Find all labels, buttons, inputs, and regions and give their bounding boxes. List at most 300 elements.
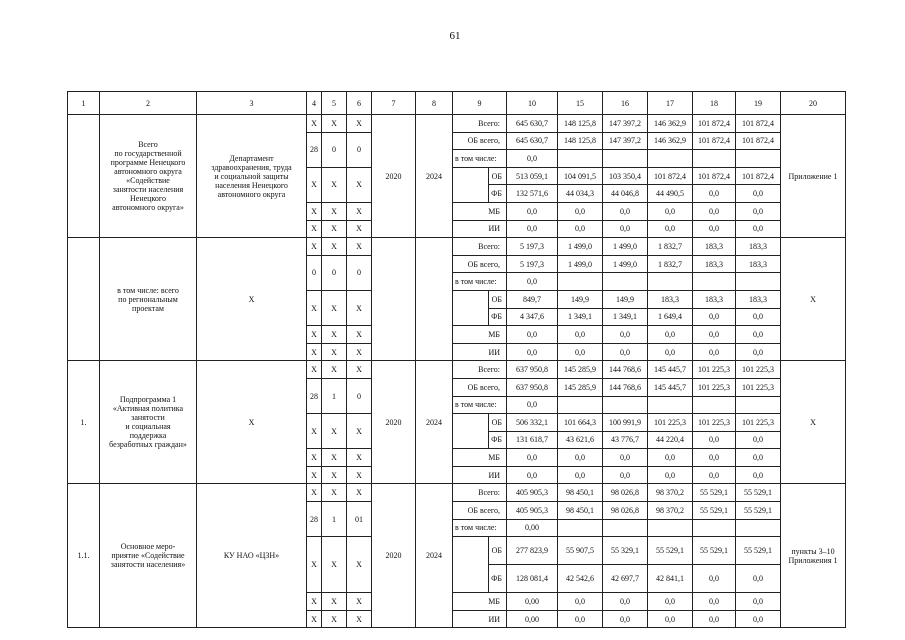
- value-cell: 183,3: [693, 238, 736, 256]
- value-cell: 0,0: [507, 150, 558, 168]
- value-cell: 0,0: [558, 593, 603, 611]
- value-cell: 183,3: [693, 255, 736, 273]
- value-cell: 0,0: [648, 220, 693, 238]
- code-cell: 28: [307, 502, 322, 537]
- value-cell: 98 026,8: [603, 484, 648, 502]
- value-cell: 0,0: [693, 610, 736, 628]
- funding-label: МБ: [453, 202, 507, 220]
- code-cell: X: [322, 537, 347, 593]
- end-year: 2024: [416, 115, 453, 238]
- value-cell: 645 630,7: [507, 115, 558, 133]
- value-cell: 100 991,9: [603, 414, 648, 432]
- code-cell: X: [347, 484, 372, 502]
- code-cell: 0: [347, 255, 372, 290]
- start-year: [372, 238, 416, 361]
- funding-label: в том числе:: [453, 519, 507, 537]
- value-cell: 1 499,0: [603, 255, 648, 273]
- value-cell: 42 697,7: [603, 565, 648, 593]
- code-cell: 0: [347, 378, 372, 413]
- code-cell: X: [347, 449, 372, 467]
- value-cell: 4 347,6: [507, 308, 558, 326]
- funding-label: ФБ: [489, 185, 507, 203]
- value-cell: 277 823,9: [507, 537, 558, 565]
- funding-label: ФБ: [489, 308, 507, 326]
- code-cell: X: [347, 115, 372, 133]
- code-cell: X: [307, 414, 322, 449]
- row-number: 1.: [68, 361, 100, 484]
- code-cell: X: [322, 593, 347, 611]
- value-cell: 183,3: [693, 290, 736, 308]
- note-cell: Приложение 1: [781, 115, 846, 238]
- end-year: 2024: [416, 484, 453, 628]
- start-year: 2020: [372, 115, 416, 238]
- start-year: 2020: [372, 361, 416, 484]
- row-title: Всего по государственной программе Ненецкого автономного округа «Содействие занятости населения Ненецкого автономного округа»: [100, 115, 197, 238]
- code-cell: X: [322, 220, 347, 238]
- code-cell: X: [347, 593, 372, 611]
- value-cell: 55 529,1: [693, 502, 736, 520]
- funding-label: МБ: [453, 449, 507, 467]
- value-cell: 0,0: [693, 308, 736, 326]
- value-cell: 0,0: [603, 202, 648, 220]
- value-cell: 101 225,3: [693, 414, 736, 432]
- value-cell: 146 362,9: [648, 115, 693, 133]
- value-cell: 0,0: [648, 202, 693, 220]
- code-cell: 28: [307, 132, 322, 167]
- value-cell: 0,0: [603, 449, 648, 467]
- value-cell: 183,3: [736, 255, 781, 273]
- funding-label: ИИ: [453, 220, 507, 238]
- value-cell: 0,0: [648, 593, 693, 611]
- value-cell: 0,0: [603, 343, 648, 361]
- value-cell: 0,0: [507, 273, 558, 291]
- value-cell: 637 950,8: [507, 361, 558, 379]
- funding-label: ОБ: [489, 414, 507, 432]
- value-cell: [648, 396, 693, 414]
- code-cell: X: [322, 414, 347, 449]
- value-cell: 55 907,5: [558, 537, 603, 565]
- funding-label: ИИ: [453, 343, 507, 361]
- value-cell: 0,0: [507, 202, 558, 220]
- funding-label: ОБ: [489, 167, 507, 185]
- value-cell: 1 832,7: [648, 238, 693, 256]
- code-cell: X: [307, 167, 322, 202]
- header-cell-17: 17: [648, 92, 693, 115]
- value-cell: 55 529,1: [693, 537, 736, 565]
- value-cell: 183,3: [736, 290, 781, 308]
- value-cell: 513 059,1: [507, 167, 558, 185]
- value-cell: 101 664,3: [558, 414, 603, 432]
- value-cell: 101 872,4: [736, 115, 781, 133]
- value-cell: 0,0: [558, 202, 603, 220]
- value-cell: 101 225,3: [648, 414, 693, 432]
- value-cell: 0,0: [507, 343, 558, 361]
- value-cell: 0,0: [507, 220, 558, 238]
- code-cell: 1: [322, 378, 347, 413]
- value-cell: 5 197,3: [507, 238, 558, 256]
- value-cell: 849,7: [507, 290, 558, 308]
- value-cell: 0,0: [648, 610, 693, 628]
- value-cell: 0,0: [693, 593, 736, 611]
- value-cell: 44 220,4: [648, 431, 693, 449]
- row-title: Подпрограмма 1 «Активная политика занятости и социальная поддержка безработных граждан»: [100, 361, 197, 484]
- value-cell: 0,0: [736, 220, 781, 238]
- value-cell: 0,0: [736, 326, 781, 344]
- value-cell: 147 397,2: [603, 115, 648, 133]
- value-cell: 104 091,5: [558, 167, 603, 185]
- code-cell: X: [307, 593, 322, 611]
- code-cell: 28: [307, 378, 322, 413]
- value-cell: 101 872,4: [693, 132, 736, 150]
- value-cell: 98 370,2: [648, 484, 693, 502]
- header-cell-7: 7: [372, 92, 416, 115]
- value-cell: [736, 273, 781, 291]
- value-cell: [693, 519, 736, 537]
- value-cell: 1 499,0: [603, 238, 648, 256]
- code-cell: X: [322, 610, 347, 628]
- code-cell: 0: [307, 255, 322, 290]
- value-cell: [648, 519, 693, 537]
- value-cell: 42 841,1: [648, 565, 693, 593]
- value-cell: 44 046,8: [603, 185, 648, 203]
- value-cell: 0,00: [507, 593, 558, 611]
- code-cell: X: [347, 167, 372, 202]
- indent-spacer: [453, 537, 489, 593]
- value-cell: 101 225,3: [736, 414, 781, 432]
- funding-label: в том числе:: [453, 273, 507, 291]
- header-cell-5: 5: [322, 92, 347, 115]
- value-cell: 101 872,4: [736, 167, 781, 185]
- code-cell: X: [347, 361, 372, 379]
- header-cell-8: 8: [416, 92, 453, 115]
- funding-label: Всего:: [453, 238, 507, 256]
- value-cell: 55 529,1: [693, 484, 736, 502]
- funding-label: в том числе:: [453, 396, 507, 414]
- value-cell: [648, 273, 693, 291]
- value-cell: 98 450,1: [558, 502, 603, 520]
- value-cell: 101 225,3: [693, 361, 736, 379]
- value-cell: [603, 273, 648, 291]
- code-cell: X: [307, 537, 322, 593]
- value-cell: 1 649,4: [648, 308, 693, 326]
- value-cell: 0,0: [648, 343, 693, 361]
- value-cell: 145 445,7: [648, 378, 693, 396]
- value-cell: 147 397,2: [603, 132, 648, 150]
- code-cell: X: [307, 343, 322, 361]
- code-cell: X: [307, 466, 322, 484]
- funding-label: ОБ всего,: [453, 132, 507, 150]
- value-cell: 0,0: [603, 326, 648, 344]
- value-cell: 131 618,7: [507, 431, 558, 449]
- code-cell: X: [307, 326, 322, 344]
- code-cell: X: [307, 610, 322, 628]
- header-cell-18: 18: [693, 92, 736, 115]
- code-cell: X: [307, 290, 322, 325]
- value-cell: 0,0: [736, 565, 781, 593]
- code-cell: X: [347, 537, 372, 593]
- note-cell: X: [781, 238, 846, 361]
- value-cell: [558, 519, 603, 537]
- row-number: [68, 115, 100, 238]
- funding-label: ОБ всего,: [453, 502, 507, 520]
- header-cell-15: 15: [558, 92, 603, 115]
- code-cell: X: [347, 466, 372, 484]
- value-cell: [693, 150, 736, 168]
- value-cell: 645 630,7: [507, 132, 558, 150]
- value-cell: 0,0: [603, 593, 648, 611]
- value-cell: 0,0: [693, 326, 736, 344]
- value-cell: 148 125,8: [558, 115, 603, 133]
- value-cell: [603, 519, 648, 537]
- row-executor: КУ НАО «ЦЗН»: [197, 484, 307, 628]
- code-cell: X: [347, 343, 372, 361]
- funding-label: Всего:: [453, 115, 507, 133]
- code-cell: X: [322, 466, 347, 484]
- value-cell: 0,0: [648, 466, 693, 484]
- value-cell: [648, 150, 693, 168]
- code-cell: X: [347, 238, 372, 256]
- value-cell: [736, 396, 781, 414]
- value-cell: 42 542,6: [558, 565, 603, 593]
- code-cell: X: [322, 449, 347, 467]
- indent-spacer: [453, 414, 489, 449]
- funding-label: ФБ: [489, 565, 507, 593]
- page-number: 61: [449, 30, 461, 42]
- code-cell: X: [307, 220, 322, 238]
- value-cell: [558, 396, 603, 414]
- value-cell: [736, 519, 781, 537]
- value-cell: 101 872,4: [736, 132, 781, 150]
- value-cell: 148 125,8: [558, 132, 603, 150]
- code-cell: 0: [322, 132, 347, 167]
- code-cell: X: [307, 202, 322, 220]
- end-year: 2024: [416, 361, 453, 484]
- indent-spacer: [453, 167, 489, 202]
- value-cell: 0,0: [693, 185, 736, 203]
- value-cell: [558, 273, 603, 291]
- value-cell: [558, 150, 603, 168]
- code-cell: 0: [347, 132, 372, 167]
- value-cell: 0,0: [693, 431, 736, 449]
- funding-label: Всего:: [453, 361, 507, 379]
- value-cell: 405 905,3: [507, 484, 558, 502]
- row-title: Основное меро- приятие «Содействие занятости населения»: [100, 484, 197, 628]
- code-cell: X: [322, 343, 347, 361]
- funding-label: МБ: [453, 326, 507, 344]
- funding-label: ОБ всего,: [453, 378, 507, 396]
- value-cell: 149,9: [558, 290, 603, 308]
- value-cell: 0,0: [736, 449, 781, 467]
- funding-label: МБ: [453, 593, 507, 611]
- funding-label: в том числе:: [453, 150, 507, 168]
- value-cell: 0,0: [736, 466, 781, 484]
- header-cell-4: 4: [307, 92, 322, 115]
- value-cell: 183,3: [736, 238, 781, 256]
- value-cell: 637 950,8: [507, 378, 558, 396]
- end-year: [416, 238, 453, 361]
- code-cell: 01: [347, 502, 372, 537]
- value-cell: 0,0: [736, 610, 781, 628]
- code-cell: X: [322, 167, 347, 202]
- header-cell-9: 9: [453, 92, 507, 115]
- value-cell: 0,0: [693, 220, 736, 238]
- row-number: [68, 238, 100, 361]
- value-cell: 1 349,1: [558, 308, 603, 326]
- value-cell: 101 872,4: [693, 115, 736, 133]
- value-cell: 5 197,3: [507, 255, 558, 273]
- value-cell: 44 034,3: [558, 185, 603, 203]
- value-cell: 55 329,1: [603, 537, 648, 565]
- value-cell: 128 081,4: [507, 565, 558, 593]
- code-cell: X: [322, 238, 347, 256]
- value-cell: 55 529,1: [648, 537, 693, 565]
- code-cell: 1: [322, 502, 347, 537]
- value-cell: 145 285,9: [558, 378, 603, 396]
- funding-label: Всего:: [453, 484, 507, 502]
- table-row: [68, 361, 846, 379]
- value-cell: 0,0: [507, 449, 558, 467]
- code-cell: X: [347, 326, 372, 344]
- value-cell: 145 445,7: [648, 361, 693, 379]
- value-cell: [603, 396, 648, 414]
- header-cell-3: 3: [197, 92, 307, 115]
- value-cell: [693, 273, 736, 291]
- row-executor: X: [197, 361, 307, 484]
- value-cell: 55 529,1: [736, 537, 781, 565]
- row-title: в том числе: всего по региональным проектам: [100, 238, 197, 361]
- code-cell: X: [347, 414, 372, 449]
- code-cell: X: [307, 238, 322, 256]
- header-cell-10: 10: [507, 92, 558, 115]
- code-cell: X: [307, 484, 322, 502]
- value-cell: 1 832,7: [648, 255, 693, 273]
- value-cell: 0,00: [507, 610, 558, 628]
- value-cell: 98 370,2: [648, 502, 693, 520]
- value-cell: 405 905,3: [507, 502, 558, 520]
- header-cell-6: 6: [347, 92, 372, 115]
- code-cell: X: [347, 220, 372, 238]
- value-cell: 101 225,3: [736, 361, 781, 379]
- value-cell: 101 872,4: [693, 167, 736, 185]
- funding-label: ФБ: [489, 431, 507, 449]
- value-cell: 0,00: [507, 519, 558, 537]
- value-cell: 144 768,6: [603, 378, 648, 396]
- row-executor: Департамент здравоохранения, труда и социальной защиты населения Ненецкого автономного округа: [197, 115, 307, 238]
- header-row: [68, 92, 846, 115]
- code-cell: X: [347, 290, 372, 325]
- value-cell: 0,0: [558, 466, 603, 484]
- header-cell-19: 19: [736, 92, 781, 115]
- value-cell: 146 362,9: [648, 132, 693, 150]
- value-cell: 101 225,3: [736, 378, 781, 396]
- value-cell: 98 450,1: [558, 484, 603, 502]
- value-cell: 0,0: [558, 449, 603, 467]
- value-cell: 0,0: [507, 396, 558, 414]
- funding-label: ОБ всего,: [453, 255, 507, 273]
- value-cell: 0,0: [558, 326, 603, 344]
- value-cell: 0,0: [736, 308, 781, 326]
- value-cell: 0,0: [558, 220, 603, 238]
- note-cell: X: [781, 361, 846, 484]
- value-cell: 98 026,8: [603, 502, 648, 520]
- header-cell-16: 16: [603, 92, 648, 115]
- value-cell: 0,0: [736, 185, 781, 203]
- funding-label: ОБ: [489, 537, 507, 565]
- value-cell: 0,0: [736, 202, 781, 220]
- value-cell: 0,0: [736, 593, 781, 611]
- value-cell: 0,0: [558, 343, 603, 361]
- code-cell: X: [347, 610, 372, 628]
- row-number: 1.1.: [68, 484, 100, 628]
- value-cell: 0,0: [507, 326, 558, 344]
- note-cell: пункты 3–10 Приложения 1: [781, 484, 846, 628]
- value-cell: 43 621,6: [558, 431, 603, 449]
- header-cell-1: 1: [68, 92, 100, 115]
- code-cell: X: [347, 202, 372, 220]
- value-cell: 0,0: [603, 610, 648, 628]
- value-cell: 0,0: [693, 202, 736, 220]
- table-row: [68, 484, 846, 502]
- value-cell: 0,0: [693, 343, 736, 361]
- value-cell: 101 872,4: [648, 167, 693, 185]
- table-row: [68, 238, 846, 256]
- code-cell: X: [307, 115, 322, 133]
- value-cell: 0,0: [736, 431, 781, 449]
- start-year: 2020: [372, 484, 416, 628]
- value-cell: [603, 150, 648, 168]
- value-cell: 132 571,6: [507, 185, 558, 203]
- value-cell: 149,9: [603, 290, 648, 308]
- value-cell: 0,0: [693, 466, 736, 484]
- value-cell: [693, 396, 736, 414]
- funding-label: ОБ: [489, 290, 507, 308]
- value-cell: 55 529,1: [736, 484, 781, 502]
- value-cell: 0,0: [648, 326, 693, 344]
- value-cell: 101 225,3: [693, 378, 736, 396]
- table-row: [68, 115, 846, 133]
- value-cell: 44 490,5: [648, 185, 693, 203]
- code-cell: X: [307, 361, 322, 379]
- header-cell-20: 20: [781, 92, 846, 115]
- value-cell: 1 499,0: [558, 238, 603, 256]
- value-cell: 0,0: [558, 610, 603, 628]
- funding-label: ИИ: [453, 466, 507, 484]
- value-cell: 1 349,1: [603, 308, 648, 326]
- value-cell: 183,3: [648, 290, 693, 308]
- value-cell: 55 529,1: [736, 502, 781, 520]
- code-cell: X: [322, 290, 347, 325]
- value-cell: 0,0: [507, 466, 558, 484]
- budget-table: [67, 91, 846, 628]
- value-cell: [736, 150, 781, 168]
- code-cell: X: [322, 484, 347, 502]
- value-cell: 0,0: [736, 343, 781, 361]
- code-cell: X: [322, 115, 347, 133]
- code-cell: X: [322, 202, 347, 220]
- value-cell: 0,0: [693, 565, 736, 593]
- code-cell: X: [322, 326, 347, 344]
- value-cell: 1 499,0: [558, 255, 603, 273]
- value-cell: 0,0: [693, 449, 736, 467]
- code-cell: X: [307, 449, 322, 467]
- header-cell-2: 2: [100, 92, 197, 115]
- value-cell: 506 332,1: [507, 414, 558, 432]
- value-cell: 0,0: [603, 220, 648, 238]
- indent-spacer: [453, 290, 489, 325]
- value-cell: 43 776,7: [603, 431, 648, 449]
- row-executor: X: [197, 238, 307, 361]
- code-cell: 0: [322, 255, 347, 290]
